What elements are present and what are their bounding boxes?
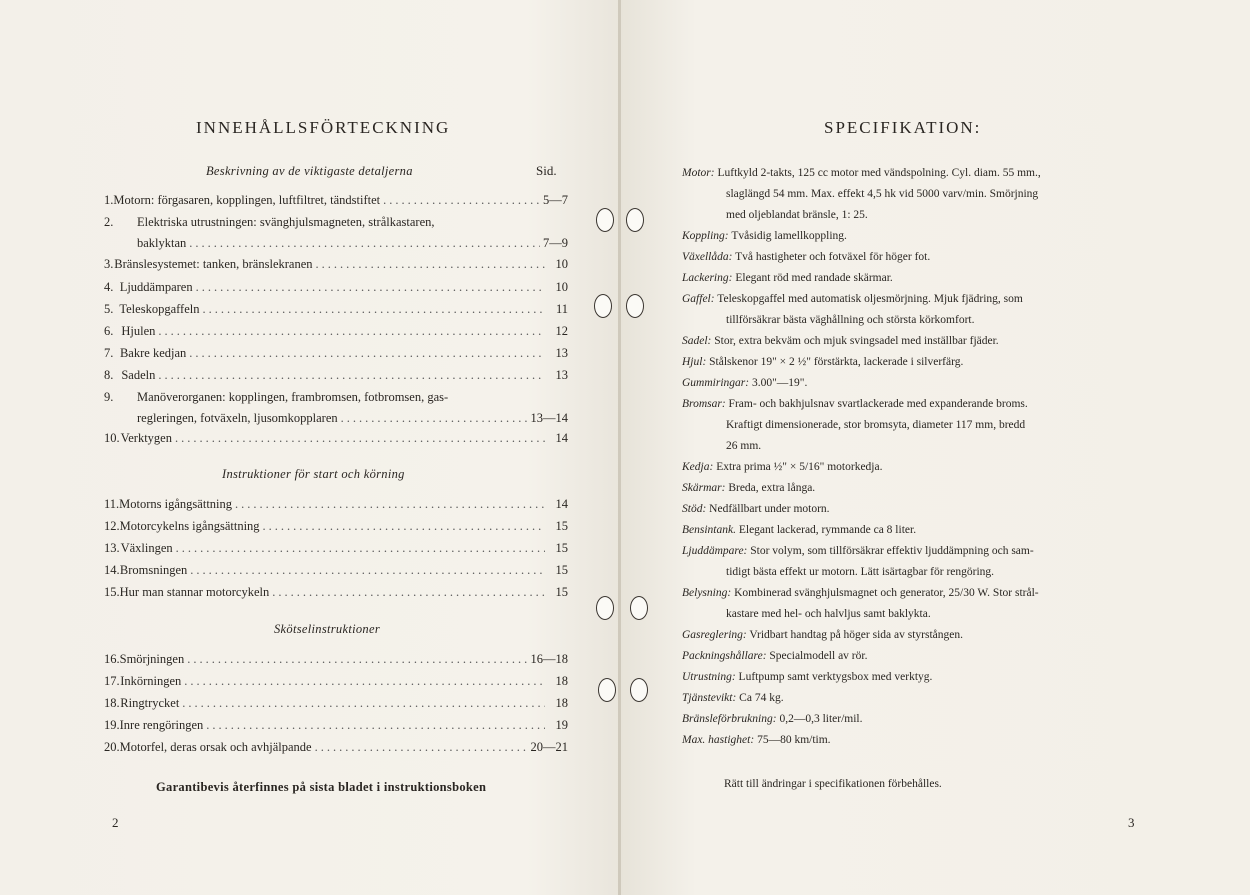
dot-leader xyxy=(189,236,540,251)
toc-entry-title: Bränslesystemet: tanken, bränslekranen xyxy=(114,257,313,271)
toc-entry-number: 5. xyxy=(104,302,114,316)
toc-entry-title: Hur man stannar motorcykeln xyxy=(119,585,270,599)
toc-entry-page: 14 xyxy=(555,497,568,511)
spec-value: Elegant röd med randade skärmar. xyxy=(735,272,893,284)
toc-entry-page: 12 xyxy=(555,324,568,338)
spec-key: Utrustning: xyxy=(682,671,736,683)
spec-value: Teleskopgaffel med automatisk oljesmörjning. Mjuk fjädring, som xyxy=(717,293,1023,305)
toc-entry-title: baklyktan xyxy=(137,236,187,250)
spec-key: Motor: xyxy=(682,167,715,179)
page-number: 3 xyxy=(1128,815,1135,830)
toc-entry xyxy=(104,324,568,339)
toc-entry-title: Elektriska utrustningen: svänghjulsmagneten, strålkastaren, xyxy=(137,215,435,229)
spec-value: Tvåsidig lamellkoppling. xyxy=(731,230,847,242)
dot-leader xyxy=(189,346,545,361)
toc-entry xyxy=(104,257,568,272)
toc-entry xyxy=(104,431,568,446)
toc-entry-number: 20. xyxy=(104,740,120,754)
toc-entry-number: 6. xyxy=(104,324,114,338)
dot-leader xyxy=(235,497,545,512)
toc-entry-number: 8. xyxy=(104,368,114,382)
left-page xyxy=(0,0,620,895)
dot-leader xyxy=(316,257,546,272)
spec-key: Stöd: xyxy=(682,503,707,515)
toc-entry xyxy=(104,541,568,556)
spec-item xyxy=(682,226,1142,247)
toc-entry-number: 16. xyxy=(104,652,120,666)
spec-item xyxy=(682,247,1142,268)
toc-entry-title: Bromsningen xyxy=(119,563,188,577)
toc-entry-page: 13 xyxy=(555,368,568,382)
punch-hole xyxy=(626,208,644,232)
toc-entry-number: 18. xyxy=(104,696,120,710)
dot-leader xyxy=(206,718,545,733)
toc-entry-title: Ljuddämparen xyxy=(119,280,193,294)
section-heading: Instruktioner för start och körning xyxy=(222,467,405,481)
spec-key: Tjänstevikt: xyxy=(682,692,737,704)
toc-entry-page: 18 xyxy=(555,674,568,688)
punch-hole xyxy=(596,596,614,620)
sid-label: Sid. xyxy=(536,163,557,178)
toc-entry-number: 17. xyxy=(104,674,120,688)
spec-item xyxy=(682,625,1142,646)
toc-entry-continuation xyxy=(137,411,568,426)
toc-entry-title: Smörjningen xyxy=(119,652,185,666)
spec-value: Stor, extra bekväm och mjuk svingsadel med inställbar fjäder. xyxy=(714,335,999,347)
toc-entry-page: 13 xyxy=(555,346,568,360)
spec-value-continuation: 26 mm. xyxy=(726,440,762,452)
punch-hole xyxy=(594,294,612,318)
toc-entry xyxy=(104,696,568,711)
spec-key: Belysning: xyxy=(682,587,732,599)
spec-value-continuation: med oljeblandat bränsle, 1: 25. xyxy=(726,209,868,221)
spec-item xyxy=(682,478,1142,499)
spec-key: Packningshållare: xyxy=(682,650,767,662)
toc-entry xyxy=(104,280,568,295)
dot-leader xyxy=(158,368,545,383)
spec-item xyxy=(682,394,1142,457)
spec-item xyxy=(682,667,1142,688)
spec-value-continuation: Kraftigt dimensionerade, stor bromsyta, diameter 117 mm, bredd xyxy=(726,419,1026,431)
toc-entry-page: 10 xyxy=(555,257,568,271)
toc-entry-number: 19. xyxy=(104,718,120,732)
toc-entry-title: Inre rengöringen xyxy=(119,718,204,732)
spec-value: Breda, extra långa. xyxy=(728,482,816,494)
page-number: 2 xyxy=(112,815,119,830)
dot-leader xyxy=(383,193,540,208)
spec-item xyxy=(682,709,1142,730)
spec-block xyxy=(682,163,1142,751)
dot-leader xyxy=(263,519,545,534)
toc-entry-title: Motorns igångsättning xyxy=(119,497,233,511)
spec-item xyxy=(682,163,1142,226)
spec-key: Max. hastighet: xyxy=(682,734,755,746)
toc-entry-number: 14. xyxy=(104,563,120,577)
spec-value-continuation: slaglängd 54 mm. Max. effekt 4,5 hk vid 5000 varv/min. Smörjning xyxy=(726,188,1039,200)
toc-entry-page: 15 xyxy=(555,541,568,555)
punch-hole xyxy=(630,596,648,620)
spec-value: 75—80 km/tim. xyxy=(757,734,831,746)
spec-key: Bränsleförbrukning: xyxy=(682,713,777,725)
dot-leader xyxy=(184,674,545,689)
toc-entry-page: 15 xyxy=(555,519,568,533)
toc-entry-number: 13. xyxy=(104,541,120,555)
toc-entry-number: 12. xyxy=(104,519,120,533)
toc-entry-page: 20—21 xyxy=(530,740,568,754)
spec-item xyxy=(682,520,1142,541)
toc-entry xyxy=(104,346,568,361)
toc-entry-title: Motorn: förgasaren, kopplingen, luftfiltret, tändstiftet xyxy=(113,193,381,207)
toc-entry-number: 15. xyxy=(104,585,120,599)
spec-key: Växellåda: xyxy=(682,251,733,263)
toc-entry-page: 14 xyxy=(555,431,568,445)
toc-entry-title: Manöverorganen: kopplingen, frambromsen, fotbromsen, gas- xyxy=(137,390,449,404)
toc-entry-number: 3. xyxy=(104,257,114,271)
spec-item xyxy=(682,268,1142,289)
toc-entry-title: Bakre kedjan xyxy=(119,346,187,360)
toc-entry-page: 13—14 xyxy=(530,411,568,425)
punch-hole xyxy=(630,678,648,702)
spec-value: Stor volym, som tillförsäkrar effektiv ljuddämpning och sam- xyxy=(750,545,1034,557)
toc-entry xyxy=(104,674,568,689)
toc-entry xyxy=(104,519,568,534)
toc-entry xyxy=(104,563,568,578)
spec-item xyxy=(682,289,1142,331)
spec-value-continuation: kastare med hel- och halvljus samt baklykta. xyxy=(726,608,931,620)
toc-entry-number: 4. xyxy=(104,280,114,294)
guarantee-note: Garantibevis återfinnes på sista bladet i instruktionsboken xyxy=(156,780,487,794)
spec-item xyxy=(682,457,1142,478)
toc-entry-title: Inkörningen xyxy=(120,674,182,688)
spec-value: Ca 74 kg. xyxy=(739,692,784,704)
toc-entry-page: 5—7 xyxy=(543,193,568,207)
toc-entry-title: Motorfel, deras orsak och avhjälpande xyxy=(119,740,312,754)
toc-entry-title: Ringtrycket xyxy=(120,696,180,710)
spec-key: Gasreglering: xyxy=(682,629,747,641)
toc-entry-title: Hjulen xyxy=(121,324,156,338)
dot-leader xyxy=(190,563,545,578)
dot-leader xyxy=(203,302,546,317)
spec-key: Bensintank. xyxy=(682,524,736,536)
toc-entry-title: Teleskopgaffeln xyxy=(119,302,200,316)
spec-value: Två hastigheter och fotväxel för höger fot. xyxy=(735,251,931,263)
dot-leader xyxy=(341,411,528,426)
spec-key: Ljuddämpare: xyxy=(682,545,748,557)
toc-entry-page: 18 xyxy=(555,696,568,710)
toc-entry-page: 10 xyxy=(555,280,568,294)
spec-item xyxy=(682,646,1142,667)
changes-note: Rätt till ändringar i specifikationen förbehålles. xyxy=(724,778,942,790)
spec-value: Extra prima ½" × 5/16" motorkedja. xyxy=(716,461,883,473)
spec-item xyxy=(682,541,1142,583)
toc-entry-page: 15 xyxy=(555,585,568,599)
toc-entry xyxy=(104,215,568,230)
toc-entry-page: 16—18 xyxy=(530,652,568,666)
dot-leader xyxy=(272,585,545,600)
toc-entry xyxy=(104,193,568,208)
toc-entry xyxy=(104,368,568,383)
spec-item xyxy=(682,499,1142,520)
spec-item xyxy=(682,352,1142,373)
toc-entry-number: 10. xyxy=(104,431,120,445)
toc-entry-title: regleringen, fotväxeln, ljusomkopplaren xyxy=(137,411,338,425)
toc-entry-page: 11 xyxy=(555,302,568,316)
punch-hole xyxy=(596,208,614,232)
toc-entry-page: 19 xyxy=(555,718,568,732)
spec-key: Lackering: xyxy=(682,272,733,284)
dot-leader xyxy=(175,431,545,446)
spec-key: Kedja: xyxy=(682,461,714,473)
spec-value: Nedfällbart under motorn. xyxy=(709,503,830,515)
toc-entry-title: Motorcykelns igångsättning xyxy=(119,519,260,533)
toc-entry-title: Växlingen xyxy=(120,541,173,555)
dot-leader xyxy=(182,696,545,711)
spec-value: Fram- och bakhjulsnav svartlackerade med expanderande broms. xyxy=(728,398,1028,410)
spec-key: Gummiringar: xyxy=(682,377,750,389)
spec-key: Hjul: xyxy=(682,356,707,368)
toc-entry-title: Sadeln xyxy=(121,368,156,382)
spec-item xyxy=(682,331,1142,352)
toc-entry-title: Verktygen xyxy=(120,431,172,445)
toc-entry xyxy=(104,390,568,405)
punch-hole xyxy=(598,678,616,702)
spec-value: Vridbart handtag på höger sida av styrstången. xyxy=(749,629,963,641)
spec-item xyxy=(682,730,1142,751)
spec-item xyxy=(682,373,1142,394)
spec-value: Specialmodell av rör. xyxy=(769,650,868,662)
spec-value-continuation: tillförsäkrar bästa väghållning och största körkomfort. xyxy=(726,314,975,326)
dot-leader xyxy=(158,324,545,339)
punch-hole xyxy=(626,294,644,318)
spec-item xyxy=(682,688,1142,709)
toc-entry-page: 7—9 xyxy=(543,236,568,250)
spec-value-continuation: tidigt bästa effekt ur motorn. Lätt isärtagbar för rengöring. xyxy=(726,566,995,578)
toc-entry xyxy=(104,740,568,755)
section-heading: Beskrivning av de viktigaste detaljerna xyxy=(206,164,413,178)
spec-value: Kombinerad svänghjulsmagnet och generator, 25/30 W. Stor strål- xyxy=(734,587,1039,599)
spec-value: Luftpump samt verktygsbox med verktyg. xyxy=(738,671,933,683)
spec-value: 0,2—0,3 liter/mil. xyxy=(779,713,863,725)
spec-value: Elegant lackerad, rymmande ca 8 liter. xyxy=(738,524,917,536)
dot-leader xyxy=(196,280,545,295)
toc-entry xyxy=(104,302,568,317)
spec-value: Stålskenor 19" × 2 ½" förstärkta, lackerade i silverfärg. xyxy=(709,356,964,368)
dot-leader xyxy=(187,652,527,667)
section-heading: Skötselinstruktioner xyxy=(274,622,380,636)
toc-entry xyxy=(104,497,568,512)
toc-entry xyxy=(104,585,568,600)
toc-entry-page: 15 xyxy=(555,563,568,577)
toc-entry-number: 9. xyxy=(104,390,114,404)
toc-entry-number: 11. xyxy=(104,497,120,511)
toc-entry-number: 1. xyxy=(104,193,114,207)
dot-leader xyxy=(176,541,545,556)
spec-item xyxy=(682,583,1142,625)
toc-entry xyxy=(104,652,568,667)
toc-heading: INNEHÅLLSFÖRTECKNING xyxy=(196,118,451,137)
spec-key: Sadel: xyxy=(682,335,712,347)
toc-entry-continuation xyxy=(137,236,568,251)
toc-entry-number: 7. xyxy=(104,346,114,360)
toc-entry-number: 2. xyxy=(104,215,114,229)
dot-leader xyxy=(315,740,528,755)
spec-key: Skärmar: xyxy=(682,482,726,494)
spec-value: 3.00"—19". xyxy=(751,377,808,389)
spec-value: Luftkyld 2-takts, 125 cc motor med vändspolning. Cyl. diam. 55 mm., xyxy=(717,167,1041,179)
spec-heading: SPECIFIKATION: xyxy=(824,118,982,137)
toc-entry xyxy=(104,718,568,733)
spec-key: Bromsar: xyxy=(682,398,726,410)
spec-key: Gaffel: xyxy=(682,293,715,305)
spec-key: Koppling: xyxy=(682,230,729,242)
